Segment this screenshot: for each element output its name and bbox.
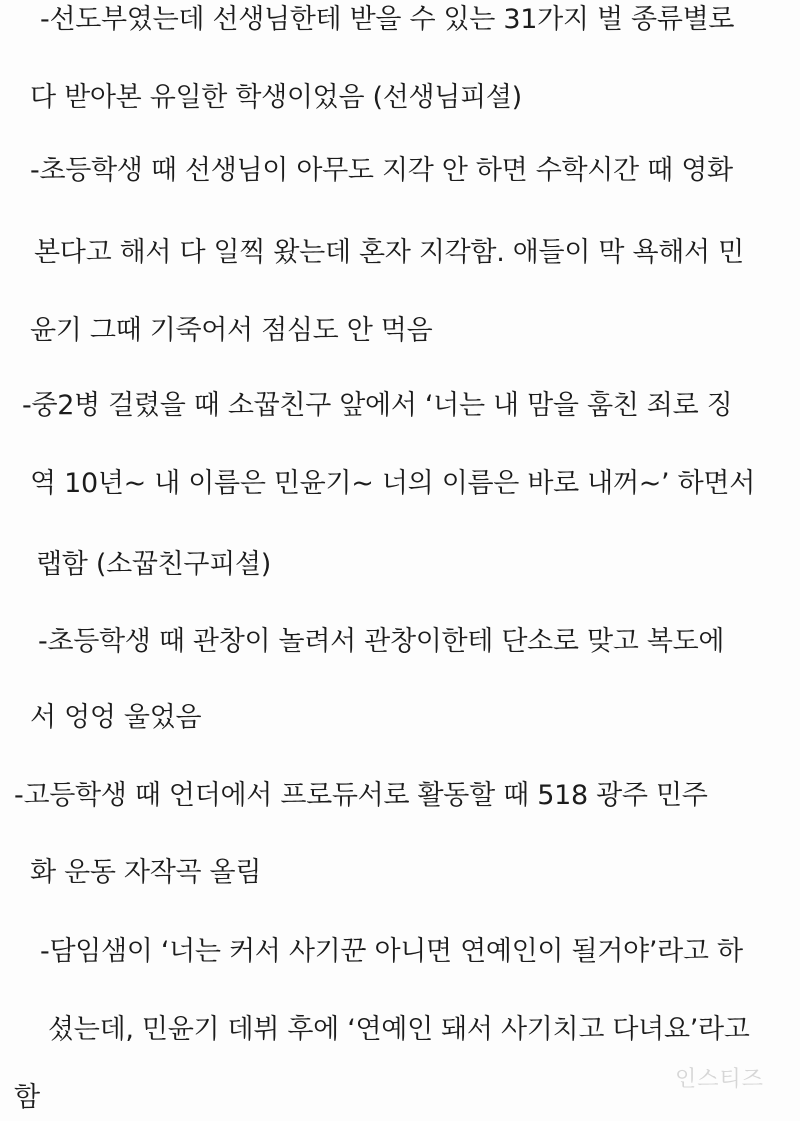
text-line-8: 랩함 (소꿉친구피셜) xyxy=(36,549,272,580)
text-line-10: 서 엉엉 울었음 xyxy=(30,702,202,733)
text-line-12: 화 운동 자작곡 올림 xyxy=(30,857,262,888)
text-line-3: -초등학생 때 선생님이 아무도 지각 안 하면 수학시간 때 영화 xyxy=(30,155,733,186)
text-line-11: -고등학생 때 언더에서 프로듀서로 활동할 때 518 광주 민주 xyxy=(14,780,708,811)
text-line-14: 셨는데, 민윤기 데뷔 후에 ‘연예인 돼서 사기치고 다녀요’라고 xyxy=(48,1014,750,1045)
text-line-1: -선도부였는데 선생님한테 받을 수 있는 31가지 벌 종류별로 xyxy=(40,4,735,35)
watermark-logo: 인스티즈 xyxy=(674,1067,764,1092)
text-line-15: 함 xyxy=(14,1082,40,1113)
text-line-5: 윤기 그때 기죽어서 점심도 안 먹음 xyxy=(30,315,433,346)
text-line-13: -담임샘이 ‘너는 커서 사기꾼 아니면 연예인이 될거야’라고 하 xyxy=(40,936,743,967)
text-line-4: 본다고 해서 다 일찍 왔는데 혼자 지각함. 애들이 막 욕해서 민 xyxy=(34,237,744,268)
text-line-2: 다 받아본 유일한 학생이었음 (선생님피셜) xyxy=(30,82,522,113)
text-line-9: -초등학생 때 관창이 놀려서 관창이한테 단소로 맞고 복도에 xyxy=(38,626,725,657)
text-line-7: 역 10년~ 내 이름은 민윤기~ 너의 이름은 바로 내꺼~’ 하면서 xyxy=(30,468,755,499)
text-line-6: -중2병 걸렸을 때 소꿉친구 앞에서 ‘너는 내 맘을 훔친 죄로 징 xyxy=(22,390,733,421)
